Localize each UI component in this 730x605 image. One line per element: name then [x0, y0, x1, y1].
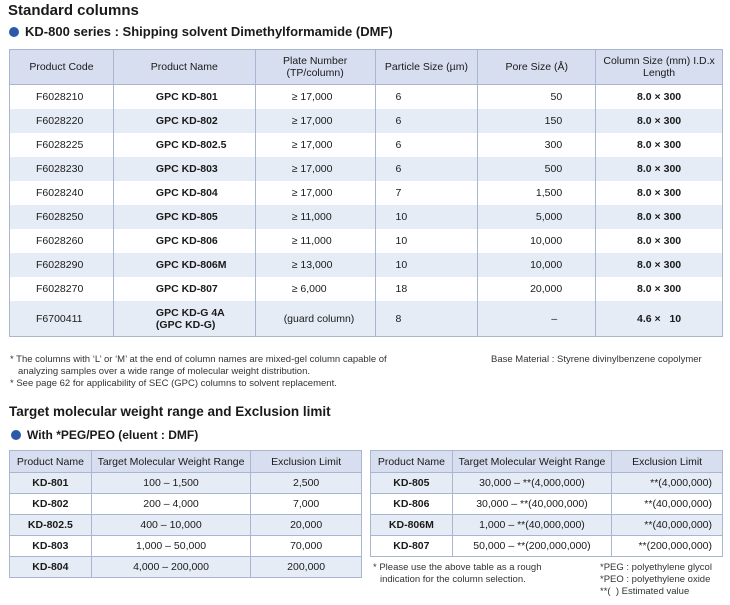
col-header: Product Name	[113, 50, 255, 85]
particle-size: 10	[375, 229, 478, 253]
plate-number: ≥ 17,000	[255, 85, 375, 110]
product-code: F6028290	[10, 253, 114, 277]
series-title-text: KD-800 series : Shipping solvent Dimethylformamide (DMF)	[25, 24, 393, 39]
product-name: KD-801	[10, 473, 92, 494]
col-header: Particle Size (µm)	[375, 50, 478, 85]
exclusion-limit: 20,000	[251, 515, 362, 536]
pore-size: 20,000	[478, 277, 596, 301]
product-name: GPC KD-802	[113, 109, 255, 133]
note-line: * Please use the above table as a rough	[373, 562, 542, 573]
plate-number: ≥ 11,000	[255, 229, 375, 253]
kd800-spec-table	[9, 49, 723, 337]
mw-range: 1,000 – **(40,000,000)	[452, 515, 611, 536]
product-code: F6028220	[10, 109, 114, 133]
footnote-line: analyzing samples over a wide range of molecular weight distribution.	[18, 366, 311, 377]
section2-title: Target molecular weight range and Exclusion limit	[9, 404, 331, 419]
plate-number: ≥ 6,000	[255, 277, 375, 301]
pore-size: 1,500	[478, 181, 596, 205]
pore-size: –	[478, 301, 596, 337]
column-size: 8.0 × 300	[596, 277, 723, 301]
table-row	[10, 85, 723, 110]
plate-number: ≥ 17,000	[255, 157, 375, 181]
product-name: GPC KD-801	[113, 85, 255, 110]
exclusion-limit: **(200,000,000)	[612, 536, 723, 557]
pore-size: 50	[478, 85, 596, 110]
section2-subtitle	[11, 428, 198, 442]
particle-size: 18	[375, 277, 478, 301]
product-code: F6028230	[10, 157, 114, 181]
col-header: Exclusion Limit	[612, 451, 723, 473]
selection-note	[373, 562, 541, 586]
table-header-row	[371, 451, 723, 473]
product-name-line2: (GPC KD-G)	[155, 318, 216, 331]
bullet-icon	[11, 430, 21, 440]
column-size: 8.0 × 300	[596, 85, 723, 110]
mw-range: 4,000 – 200,000	[91, 557, 250, 578]
column-size: 8.0 × 300	[596, 181, 723, 205]
mw-range-table-right	[370, 450, 723, 557]
table-row	[10, 277, 723, 301]
section2-subtitle-text: With *PEG/PEO (eluent : DMF)	[27, 428, 199, 442]
footnote-line: * The columns with ‘L’ or ‘M’ at the end of column names are mixed-gel column capable of	[10, 354, 387, 365]
product-code: F6028210	[10, 85, 114, 110]
plate-number: ≥ 17,000	[255, 109, 375, 133]
column-size: 8.0 × 300	[596, 157, 723, 181]
column-size: 8.0 × 300	[596, 229, 723, 253]
particle-size: 6	[375, 133, 478, 157]
plate-number: ≥ 17,000	[255, 133, 375, 157]
table-row	[10, 515, 362, 536]
bullet-icon	[9, 27, 19, 37]
table-row	[371, 494, 723, 515]
legend-line: *PEG : polyethylene glycol	[600, 562, 712, 573]
mw-range: 100 – 1,500	[91, 473, 250, 494]
mw-range: 200 – 4,000	[91, 494, 250, 515]
product-name: GPC KD-806	[113, 229, 255, 253]
product-name: GPC KD-805	[113, 205, 255, 229]
product-name: GPC KD-806M	[113, 253, 255, 277]
exclusion-limit: **(40,000,000)	[612, 494, 723, 515]
product-name: KD-802.5	[10, 515, 92, 536]
col-header: Column Size (mm) I.D.x Length	[596, 50, 723, 85]
column-size: 8.0 × 300	[596, 109, 723, 133]
exclusion-limit: 200,000	[251, 557, 362, 578]
exclusion-limit: 70,000	[251, 536, 362, 557]
product-name: KD-805	[371, 473, 453, 494]
table-header-row	[10, 50, 723, 85]
plate-number: ≥ 13,000	[255, 253, 375, 277]
abbreviation-legend	[600, 562, 712, 598]
base-material-note: Base Material : Styrene divinylbenzene copolymer	[491, 354, 702, 365]
product-name: GPC KD-807	[113, 277, 255, 301]
series-title	[9, 24, 393, 39]
product-name: KD-804	[10, 557, 92, 578]
mw-range: 50,000 – **(200,000,000)	[452, 536, 611, 557]
col-header: Target Molecular Weight Range	[452, 451, 611, 473]
table-row	[10, 109, 723, 133]
plate-number: ≥ 17,000	[255, 181, 375, 205]
column-size: 8.0 × 300	[596, 205, 723, 229]
footnote-line: * See page 62 for applicability of SEC (GPC) columns to solvent replacement.	[10, 378, 337, 389]
col-header: Product Code	[10, 50, 114, 85]
page-title: Standard columns	[8, 2, 139, 19]
particle-size: 7	[375, 181, 478, 205]
table-row	[371, 515, 723, 536]
note-line: indication for the column selection.	[380, 574, 526, 585]
column-size: 4.6 × 10	[596, 301, 723, 337]
legend-line: *PEO : polyethylene oxide	[600, 574, 711, 585]
product-name-line1: GPC KD-G 4A	[155, 306, 225, 319]
product-code: F6028240	[10, 181, 114, 205]
table-row	[10, 557, 362, 578]
exclusion-limit: **(40,000,000)	[612, 515, 723, 536]
pore-size: 300	[478, 133, 596, 157]
product-name: KD-806	[371, 494, 453, 515]
particle-size: 6	[375, 157, 478, 181]
mw-range: 1,000 – 50,000	[91, 536, 250, 557]
product-name: KD-806M	[371, 515, 453, 536]
product-name: KD-807	[371, 536, 453, 557]
legend-line: **( ) Estimated value	[600, 586, 690, 597]
pore-size: 10,000	[478, 229, 596, 253]
pore-size: 10,000	[478, 253, 596, 277]
col-header: Target Molecular Weight Range	[91, 451, 250, 473]
product-code: F6700411	[10, 301, 114, 337]
table-row	[10, 157, 723, 181]
col-header: Exclusion Limit	[251, 451, 362, 473]
particle-size: 10	[375, 205, 478, 229]
table-row	[10, 301, 723, 337]
table-row	[10, 494, 362, 515]
column-size: 8.0 × 300	[596, 133, 723, 157]
col-header: Pore Size (Å)	[478, 50, 596, 85]
exclusion-limit: 7,000	[251, 494, 362, 515]
column-size: 8.0 × 300	[596, 253, 723, 277]
table-row	[371, 536, 723, 557]
product-code: F6028270	[10, 277, 114, 301]
pore-size: 150	[478, 109, 596, 133]
product-code: F6028250	[10, 205, 114, 229]
pore-size: 5,000	[478, 205, 596, 229]
particle-size: 8	[375, 301, 478, 337]
mw-range-table-left	[9, 450, 362, 578]
table-row	[10, 473, 362, 494]
particle-size: 10	[375, 253, 478, 277]
product-name	[113, 301, 255, 337]
table-header-row	[10, 451, 362, 473]
table-row	[10, 253, 723, 277]
exclusion-limit: **(4,000,000)	[612, 473, 723, 494]
product-name: GPC KD-804	[113, 181, 255, 205]
plate-number: (guard column)	[255, 301, 375, 337]
mw-range: 30,000 – **(4,000,000)	[452, 473, 611, 494]
particle-size: 6	[375, 109, 478, 133]
table-row	[10, 181, 723, 205]
table-row	[10, 205, 723, 229]
table-row	[371, 473, 723, 494]
col-header: Product Name	[371, 451, 453, 473]
product-code: F6028260	[10, 229, 114, 253]
product-name: GPC KD-803	[113, 157, 255, 181]
col-header: Product Name	[10, 451, 92, 473]
mw-range: 400 – 10,000	[91, 515, 250, 536]
product-name: KD-803	[10, 536, 92, 557]
table-row	[10, 229, 723, 253]
footnote-mixed-gel	[10, 354, 387, 390]
plate-number: ≥ 11,000	[255, 205, 375, 229]
exclusion-limit: 2,500	[251, 473, 362, 494]
product-code: F6028225	[10, 133, 114, 157]
mw-range: 30,000 – **(40,000,000)	[452, 494, 611, 515]
col-header: Plate Number (TP/column)	[255, 50, 375, 85]
pore-size: 500	[478, 157, 596, 181]
particle-size: 6	[375, 85, 478, 110]
product-name: GPC KD-802.5	[113, 133, 255, 157]
table-row	[10, 133, 723, 157]
table-row	[10, 536, 362, 557]
product-name: KD-802	[10, 494, 92, 515]
